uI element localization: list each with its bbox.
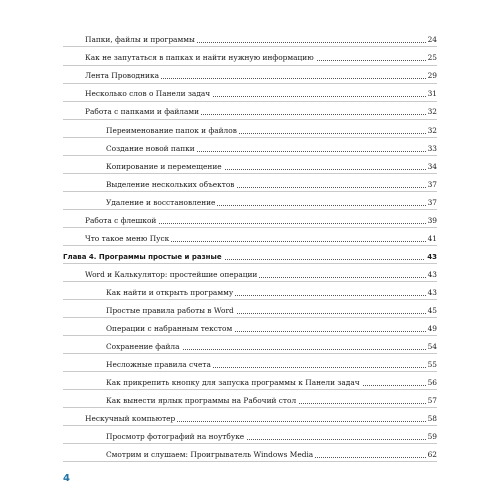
toc-entry-page: 39 bbox=[427, 216, 437, 225]
toc-entry bbox=[0, 71, 500, 83]
toc-entry-page: 62 bbox=[427, 450, 437, 459]
page-number: 4 bbox=[63, 473, 70, 484]
toc-entry-title: Удаление и восстановление bbox=[106, 198, 216, 207]
divider bbox=[63, 209, 437, 210]
divider bbox=[63, 281, 437, 282]
toc-entry-page: 58 bbox=[427, 414, 437, 423]
divider bbox=[63, 155, 437, 156]
divider bbox=[63, 137, 437, 138]
toc-entry-page: 43 bbox=[427, 288, 437, 297]
toc-entry-page: 33 bbox=[427, 144, 437, 153]
divider bbox=[63, 65, 437, 66]
toc-entry bbox=[0, 89, 500, 101]
divider bbox=[63, 443, 437, 444]
divider bbox=[63, 83, 437, 84]
toc-entry-page: 43 bbox=[427, 253, 437, 261]
divider bbox=[63, 299, 437, 300]
toc-entry-page: 24 bbox=[427, 35, 437, 44]
toc-entry-title: Переименование папок и файлов bbox=[106, 126, 237, 135]
toc-entry-title: Как найти и открыть программу bbox=[106, 288, 234, 297]
toc-entry-title: Просмотр фотографий на ноутбуке bbox=[106, 432, 245, 441]
divider bbox=[63, 227, 437, 228]
toc-entry-page: 37 bbox=[427, 198, 437, 207]
toc-entry-page: 56 bbox=[427, 378, 437, 387]
toc-entry-title: Работа с папками и файлами bbox=[85, 107, 200, 116]
toc-entry-title: Смотрим и слушаем: Проигрыватель Windows Media bbox=[106, 450, 314, 459]
toc-entry-title: Сохранение файла bbox=[106, 342, 180, 351]
toc-entry-page: 25 bbox=[427, 53, 437, 62]
toc-entry-page: 45 bbox=[427, 306, 437, 315]
toc-entry-title: Выделение нескольких объектов bbox=[106, 180, 235, 189]
divider bbox=[63, 119, 437, 120]
toc-entry-title: Как вынести ярлык программы на Рабочий стол bbox=[106, 396, 297, 405]
toc-entry-page: 31 bbox=[427, 89, 437, 98]
toc-entry-title: Копирование и перемещение bbox=[106, 162, 222, 171]
toc-entry-page: 32 bbox=[427, 107, 437, 116]
toc-entry-page: 55 bbox=[427, 360, 437, 369]
toc-entry-title: Что такое меню Пуск bbox=[85, 234, 170, 243]
toc-entry-title: Операции с набранным текстом bbox=[106, 324, 233, 333]
toc-entry bbox=[0, 53, 500, 65]
divider bbox=[63, 173, 437, 174]
divider bbox=[63, 245, 437, 246]
divider bbox=[63, 389, 437, 390]
toc-entry-page: 57 bbox=[427, 396, 437, 405]
toc-entry-page: 59 bbox=[427, 432, 437, 441]
toc-chapter-title: Глава 4. Программы простые и разные bbox=[63, 253, 222, 261]
toc-entry-page: 37 bbox=[427, 180, 437, 189]
toc-entry-title: Лента Проводника bbox=[85, 71, 159, 80]
toc-entry-page: 34 bbox=[427, 162, 437, 171]
divider bbox=[63, 461, 437, 462]
divider bbox=[63, 263, 437, 264]
divider bbox=[63, 407, 437, 408]
divider bbox=[63, 191, 437, 192]
toc-entry-title: Как прикрепить кнопку для запуска программы к Панели задач bbox=[106, 378, 360, 387]
divider bbox=[63, 425, 437, 426]
toc-entry-page: 41 bbox=[427, 234, 437, 243]
toc-entry-title: Нескучный компьютер bbox=[85, 414, 176, 423]
toc-entry-title: Несколько слов о Панели задач bbox=[85, 89, 211, 98]
toc-entry bbox=[0, 107, 500, 119]
toc-entry-title: Работа с флешкой bbox=[85, 216, 157, 225]
toc-entry-title: Word и Калькулятор: простейшие операции bbox=[85, 270, 258, 279]
toc-entry-title: Простые правила работы в Word bbox=[106, 306, 234, 315]
divider bbox=[63, 317, 437, 318]
divider bbox=[63, 101, 437, 102]
toc-entry-page: 29 bbox=[427, 71, 437, 80]
divider bbox=[63, 353, 437, 354]
toc-entry-page: 32 bbox=[427, 126, 437, 135]
toc-entry-title: Создание новой папки bbox=[106, 144, 195, 153]
toc-entry-title: Как не запутаться в папках и найти нужную информацию bbox=[85, 53, 314, 62]
divider bbox=[63, 335, 437, 336]
toc-entry-page: 49 bbox=[427, 324, 437, 333]
toc-entry-page: 43 bbox=[427, 270, 437, 279]
toc-entry-page: 54 bbox=[427, 342, 437, 351]
toc-entry-title: Папки, файлы и программы bbox=[85, 35, 195, 44]
divider bbox=[63, 371, 437, 372]
divider bbox=[63, 46, 437, 47]
toc-entry-title: Несложные правила счета bbox=[106, 360, 211, 369]
